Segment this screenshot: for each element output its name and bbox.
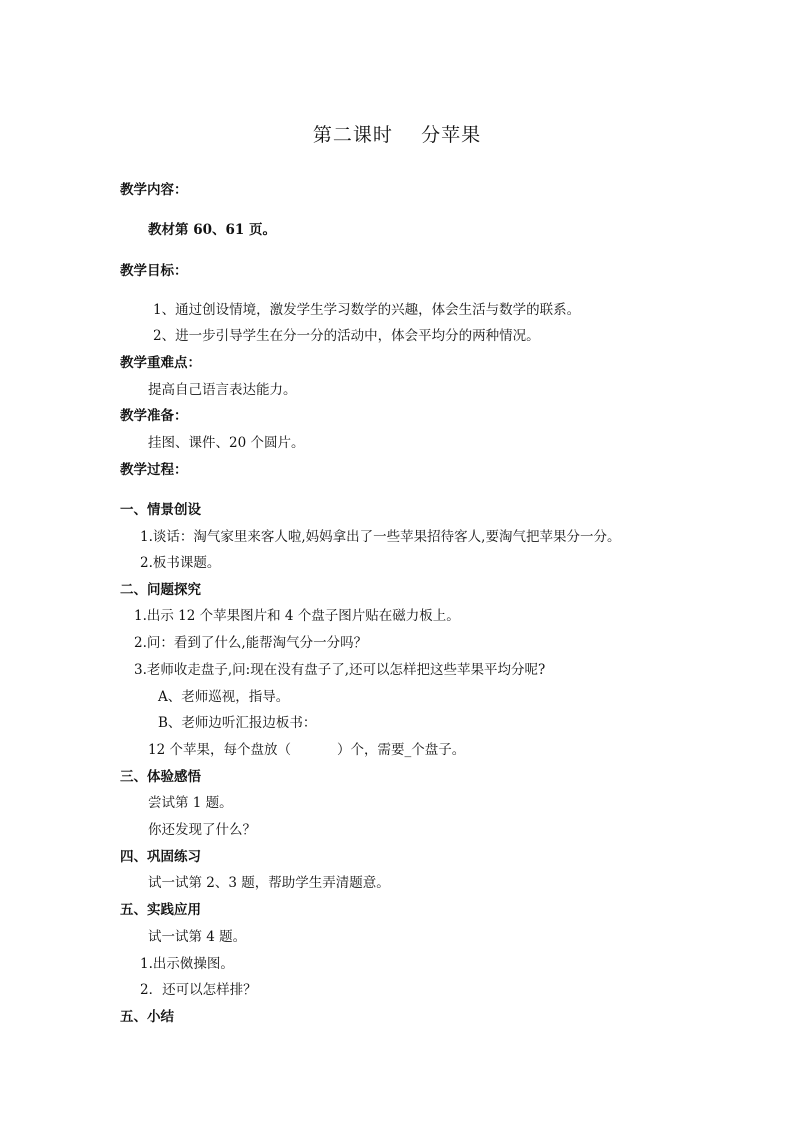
section-heading: 二、问题探究	[120, 582, 201, 598]
content-text: 教材第 60、61 页。	[148, 222, 276, 238]
list-item: 1.出示 12 个苹果图片和 4 个盘子图片贴在磁力板上。	[134, 608, 460, 624]
list-item: 你还发现了什么？	[148, 822, 256, 838]
keypoints-heading: 教学重难点：	[120, 355, 201, 371]
section-heading: 三、体验感悟	[120, 769, 201, 785]
prep-text: 挂图、课件、20 个圆片。	[148, 435, 305, 451]
section-heading: 四、巩固练习	[120, 849, 201, 865]
goals-heading: 教学目标：	[120, 263, 188, 279]
list-item: A、老师巡视，指导。	[158, 689, 290, 705]
fill-in-before: 12 个苹果，每个盘放（	[148, 742, 291, 758]
list-item: 2.问：看到了什么,能帮淘气分一分吗？	[134, 635, 368, 651]
content-heading: 教学内容：	[120, 182, 188, 198]
process-heading: 教学过程：	[120, 462, 188, 478]
list-item: 尝试第 1 题。	[148, 795, 233, 811]
list-item: 1.出示傚操图。	[140, 956, 234, 972]
list-item: 1.谈话：淘气家里来客人啦,妈妈拿出了一些苹果招待客人,要淘气把苹果分一分。	[140, 529, 621, 545]
list-item: 试一试第 4 题。	[148, 929, 247, 945]
section-heading: 五、实践应用	[120, 902, 201, 918]
keypoints-text: 提高自己语言表达能力。	[148, 382, 297, 398]
section-heading: 一、情景创设	[120, 502, 201, 518]
list-item: 2．还可以怎样排？	[140, 982, 257, 998]
section-heading: 五、小结	[120, 1009, 174, 1025]
list-item: 试一试第 2、3 题，帮助学生弄清题意。	[148, 875, 390, 891]
fill-in-after: ）个，需要_个盘子。	[336, 742, 466, 758]
list-item: B、老师边听汇报边板书：	[158, 715, 317, 731]
page-title: 第二课时 分苹果	[312, 124, 482, 146]
fill-in-line	[148, 741, 465, 759]
goal-item: 1、通过创设情境，激发学生学习数学的兴趣，体会生活与数学的联系。	[153, 302, 581, 318]
goal-item: 2、进一步引导学生在分一分的活动中，体会平均分的两种情况。	[153, 328, 540, 344]
list-item: 2.板书课题。	[140, 555, 221, 571]
list-item: 3.老师收走盘子,问:现在没有盘子了,还可以怎样把这些苹果平均分呢?	[134, 662, 546, 678]
prep-heading: 教学准备：	[120, 408, 188, 424]
